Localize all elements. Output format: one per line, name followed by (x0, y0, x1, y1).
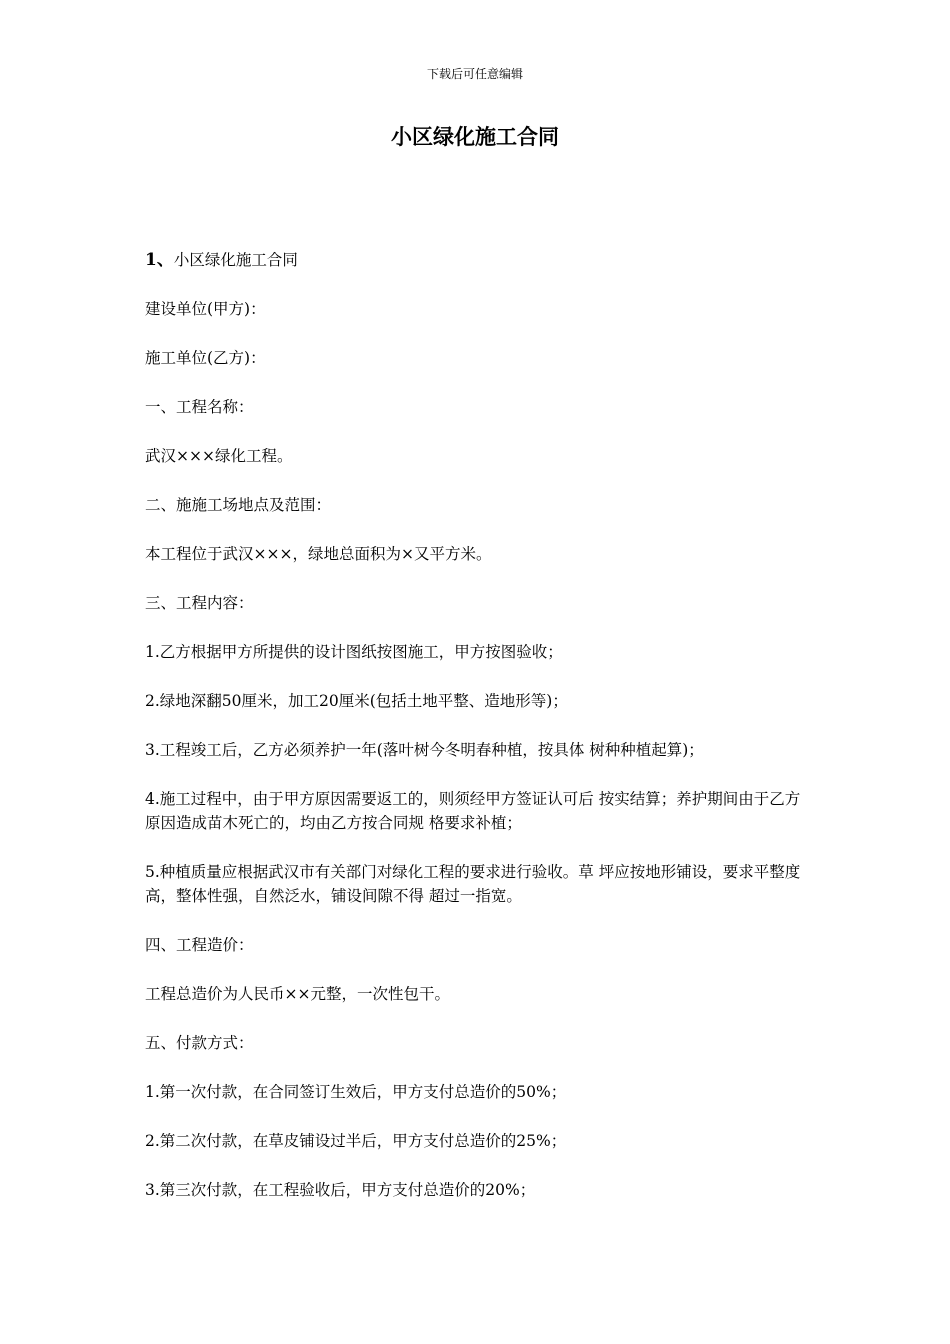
section-heading-text: 小区绿化施工合同 (173, 251, 298, 269)
paragraph-project-name: 武汉×××绿化工程。 (145, 447, 293, 465)
paragraph-content-item-3: 3.工程竣工后，乙方必须养护一年(落叶树今冬明春种植，按具体 树种种植起算)； (145, 741, 704, 759)
heading-project-content: 三、工程内容： (145, 594, 254, 612)
document-title: 小区绿化施工合同 (391, 124, 559, 149)
section-heading (145, 248, 815, 272)
paragraph-party-b: 施工单位(乙方)： (145, 349, 266, 367)
heading-project-cost: 四、工程造价： (145, 936, 254, 954)
paragraph-project-cost: 工程总造价为人民币××元整，一次性包干。 (145, 985, 450, 1003)
paragraph-party-a: 建设单位(甲方)： (145, 300, 266, 318)
paragraph-payment-2: 2.第二次付款，在草皮铺设过半后，甲方支付总造价的25%； (145, 1132, 567, 1150)
heading-site-scope: 二、施施工场地点及范围： (145, 496, 332, 514)
heading-payment-method: 五、付款方式： (145, 1034, 254, 1052)
heading-project-name: 一、工程名称： (145, 398, 254, 416)
paragraph-payment-1: 1.第一次付款，在合同签订生效后，甲方支付总造价的50%； (145, 1083, 567, 1101)
paragraph-content-item-5: 5.种植质量应根据武汉市有关部门对绿化工程的要求进行验收。草 坪应按地形铺设，要求平整度高，整体性强，自然泛水，铺设间隙不得 超过一指宽。 (145, 863, 801, 905)
paragraph-site-scope: 本工程位于武汉×××，绿地总面积为×又平方米。 (145, 545, 492, 563)
section-number: 1、 (145, 250, 174, 270)
paragraph-content-item-2: 2.绿地深翻50厘米，加工20厘米(包括土地平整、造地形等)； (145, 692, 568, 710)
header-note: 下载后可任意编辑 (426, 67, 523, 81)
paragraph-content-item-1: 1.乙方根据甲方所提供的设计图纸按图施工，甲方按图验收； (145, 643, 563, 661)
paragraph-payment-3: 3.第三次付款，在工程验收后，甲方支付总造价的20%； (145, 1181, 536, 1199)
document-body (145, 248, 815, 1227)
paragraph-content-item-4: 4.施工过程中，由于甲方原因需要返工的，则须经甲方签证认可后 按实结算；养护期间由于乙方原因造成苗木死亡的，均由乙方按合同规 格要求补植； (145, 790, 801, 832)
